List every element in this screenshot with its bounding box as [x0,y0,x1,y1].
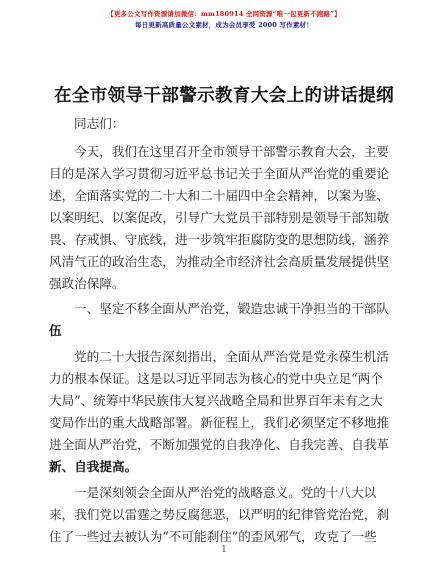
body-line: 力的根本保证。这是以习近平同志为核心的党中央立足“两个 [49,371,383,386]
body-line: 进全面从严治党，不断加强党的自我净化、自我完善、自我革 [49,437,390,452]
body-line: 变局作出的重大战略部署。新征程上，我们必须坚定不移地推 [49,415,390,430]
document-title: 在全市领导干部警示教育大会上的讲话提纲 [53,86,395,106]
body-line: 党的二十大报告深刻指出，全面从严治党是党永葆生机活 [74,349,389,364]
body-line: 以案明纪、以案促改，引导广大党员干部特别是领导干部知敬 [49,210,390,225]
section-heading-continued: 伍 [49,323,62,338]
salutation: 同志们： [74,116,125,131]
body-line: 述，全面落实党的二十大和二十届四中全会精神，以案为鉴、 [49,188,390,203]
page-number: 1 [221,545,227,555]
body-line: 风清气正的政治生态，为推动全市经济社会高质量发展提供坚 [49,254,390,269]
body-line: 来，我们党以雷霆之势反腐惩恶，以严明的纪律管党治党，刹 [49,507,390,522]
body-line: 一是深刻领会全面从严治党的战略意义。党的十八大以 [74,485,377,500]
body-line-emphasis: 新、自我提高。 [49,459,138,474]
promo-banner-line-1: 【更多公文写作资源请加微信：mm180914 全网资源“唯一包更新不跑路”】 [107,10,341,18]
body-line: 大局”、统筹中华民族伟大复兴战略全局和世界百年未有之大 [49,393,383,408]
section-heading: 一、坚定不移全面从严治党，锻造忠诚干净担当的干部队 [74,301,389,316]
promo-banner-line-2: 每日更新高质量公文素材，成为会员享受 2000 写作素材！ [135,21,313,29]
body-line: 目的是深入学习贯彻习近平总书记关于全面从严治党的重要论 [49,166,390,181]
body-line: 畏、存戒惧、守底线，进一步筑牢拒腐防变的思想防线，涵养 [49,232,390,247]
body-line: 今天，我们在这里召开全市领导干部警示教育大会，主要 [74,144,389,159]
body-line: 住了一些过去被认为“不可能刹住”的歪风邪气，攻克了一些 [49,529,377,544]
body-line: 强政治保障。 [49,276,125,291]
